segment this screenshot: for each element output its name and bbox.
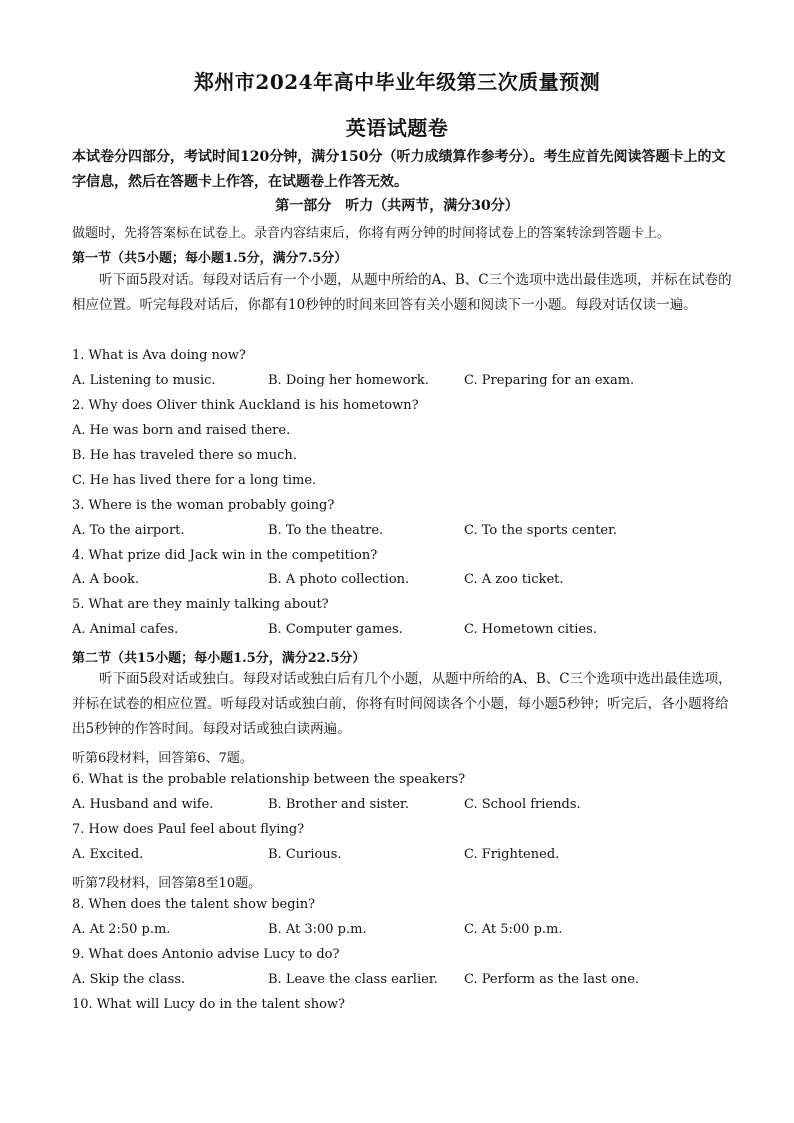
option-a: A. He was born and raised there. [72,423,291,438]
option-b: B. A photo collection. [268,572,410,587]
option-c: C. He has lived there for a long time. [72,473,317,488]
section1-heading: 第一节（共5小题；每小题1.5分，满分7.5分） [72,251,348,266]
option-c: C. Frightened. [464,847,560,862]
option-a: A. A book. [72,572,140,587]
question-stem: 8. When does the talent show begin? [72,897,316,912]
option-a: A. Animal cafes. [72,622,179,637]
option-a: A. Excited. [72,847,144,862]
option-b: B. Curious. [268,847,342,862]
question-stem: 7. How does Paul feel about flying? [72,822,305,837]
section2-directions: 听下面5段对话或独白。每段对话或独白后有几个小题，从题中所给的A、B、C三个选项中选出最佳选项，并标在试卷的相应位置。听每段对话或独白前，你将有时间阅读各个小题，每小题5秒钟；听完后，各小题将给出5秒钟的作答时间。每段对话或独白读两遍。 [72,671,732,737]
option-c: C. To the sports center. [464,523,618,538]
option-b: B. Doing her homework. [268,373,429,388]
section1-directions: 听下面5段对话。每段对话后有一个小题，从题中所给的A、B、C三个选项中选出最佳选项，并标在试卷的相应位置。听完每段对话后，你都有10秒钟的时间来回答有关小题和阅读下一小题。每段对话仅读一遍。 [72,272,732,313]
question-stem: 2. Why does Oliver think Auckland is his hometown? [72,398,419,413]
question-stem: 4. What prize did Jack win in the competition? [72,548,378,563]
part1-title: 第一部分 听力（共两节，满分30分） [275,198,519,214]
question-stem: 5. What are they mainly talking about? [72,597,329,612]
option-a: A. To the airport. [72,523,185,538]
option-c: C. Perform as the last one. [464,972,640,987]
question-stem: 1. What is Ava doing now? [72,348,246,363]
part1-instruction: 做题时，先将答案标在试卷上。录音内容结束后，你将有两分钟的时间将试卷上的答案转涂到答题卡上。 [72,226,671,241]
option-b: B. At 3:00 p.m. [268,922,367,937]
section2-heading: 第二节（共15小题；每小题1.5分，满分22.5分） [72,651,366,666]
question-stem: 9. What does Antonio advise Lucy to do? [72,947,340,962]
option-b: B. He has traveled there so much. [72,448,297,463]
exam-title: 郑州市2024年高中毕业年级第三次质量预测 [193,70,601,94]
question-stem: 6. What is the probable relationship between the speakers? [72,772,466,787]
option-c: C. Hometown cities. [464,622,597,637]
option-c: C. At 5:00 p.m. [464,922,563,937]
option-b: B. Leave the class earlier. [268,972,438,987]
material-note: 听第6段材料，回答第6、7题。 [72,751,253,766]
option-a: A. Husband and wife. [72,797,214,812]
option-c: C. A zoo ticket. [464,572,564,587]
option-a: A. Listening to music. [72,373,216,388]
option-b: B. Brother and sister. [268,797,409,812]
question-stem: 3. Where is the woman probably going? [72,498,335,513]
option-b: B. To the theatre. [268,523,384,538]
option-c: C. Preparing for an exam. [464,373,635,388]
exam-subtitle: 英语试题卷 [345,116,449,140]
material-note: 听第7段材料，回答第8至10题。 [72,876,262,891]
question-stem: 10. What will Lucy do in the talent show? [72,997,346,1012]
option-a: A. Skip the class. [72,972,186,987]
option-c: C. School friends. [464,797,581,812]
option-a: A. At 2:50 p.m. [72,922,171,937]
option-b: B. Computer games. [268,622,403,637]
exam-intro: 本试卷分四部分，考试时间120分钟，满分150分（听力成绩算作参考分）。考生应首先阅读答题卡上的文字信息，然后在答题卡上作答，在试题卷上作答无效。 [72,149,726,190]
